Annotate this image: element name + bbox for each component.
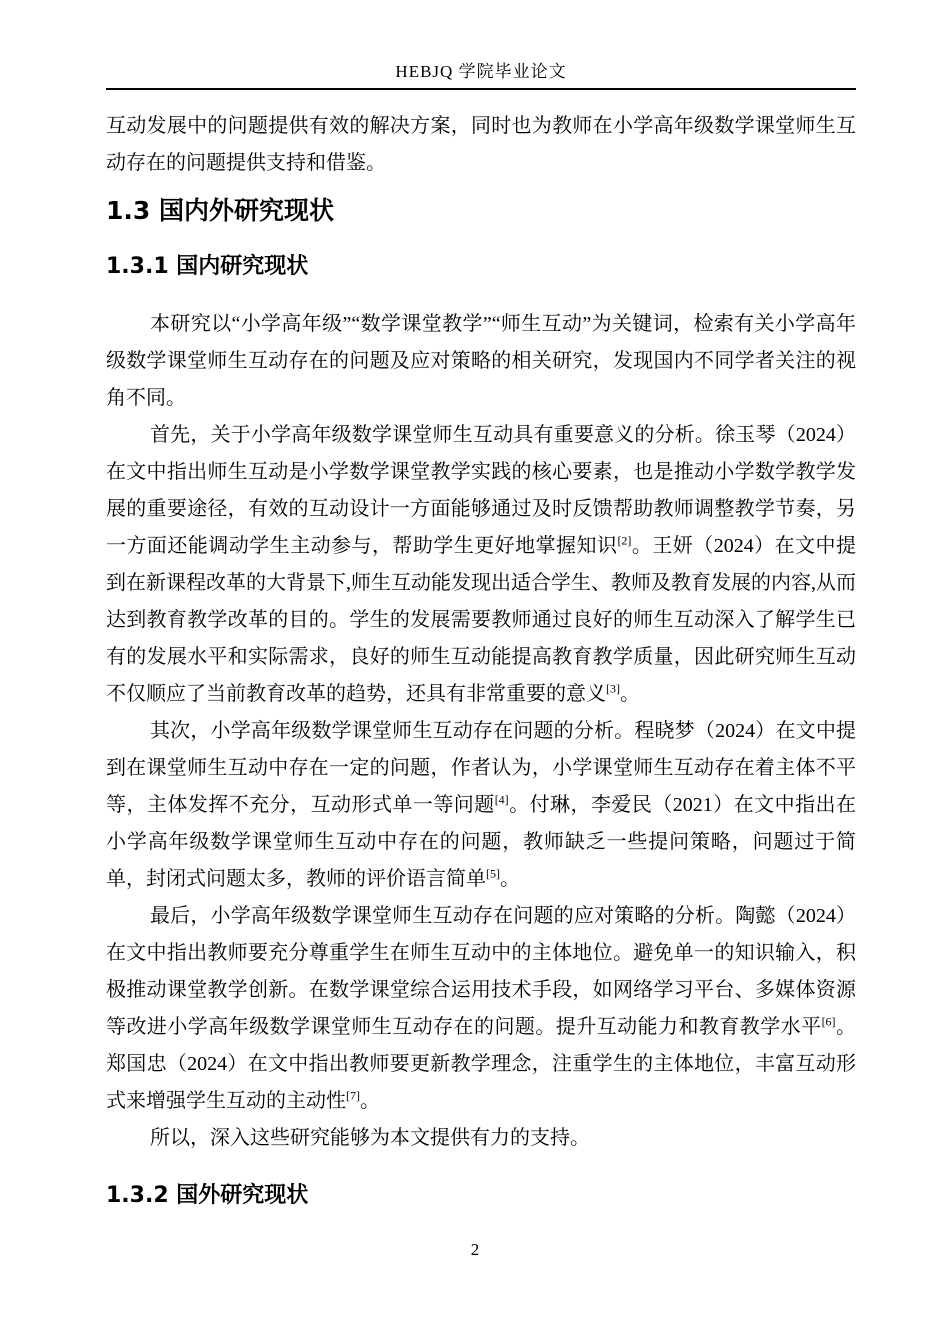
page-footer bbox=[0, 1240, 950, 1260]
text-run: 。付琳，李爱民（2021）在文中指出在小学高年级数学课堂师生互动中存在的问题，教师缺乏一些提问策略，问题过于简单，封闭式问题太多，教师的评价语言简单 bbox=[106, 794, 857, 890]
page-header bbox=[106, 0, 856, 90]
citation-superscript: [4] bbox=[494, 792, 509, 807]
text-run: 最后，小学高年级数学课堂师生互动存在问题的应对策略的分析。陶懿（2024）在文中指出教师要充分尊重学生在师生互动中的主体地位。避免单一的知识输入，积极推动课堂教学创新。在数学课堂综合运用技术手段，如网络学习平台、多媒体资源等改进小学高年级数学课堂师生互动存在的问题。提升互动能力和教育教学水平 bbox=[106, 905, 856, 1038]
text-run: 所以，深入这些研究能够为本文提供有力的支持。 bbox=[150, 1127, 590, 1149]
citation-superscript: [2] bbox=[617, 533, 632, 548]
subsection-heading: 1.3.2 国外研究现状 bbox=[106, 1183, 309, 1208]
section-heading: 1.3 国内外研究现状 bbox=[106, 196, 334, 225]
text-run: 其次，小学高年级数学课堂师生互动存在问题的分析。程晓梦（2024）在文中提到在课堂师生互动中存在一定的问题，作者认为，小学课堂师生互动存在着主体不平等，主体发挥不充分，互动形式单一等问题 bbox=[106, 720, 856, 816]
header-title: HEBJQ 学院毕业论文 bbox=[395, 62, 567, 81]
paragraph bbox=[106, 713, 856, 898]
text-run: 。 bbox=[620, 683, 640, 705]
paragraph bbox=[106, 417, 856, 713]
citation-superscript: [5] bbox=[486, 866, 500, 881]
citation-superscript: [6] bbox=[821, 1014, 836, 1029]
document-body bbox=[106, 91, 856, 1235]
citation-superscript: [3] bbox=[606, 681, 620, 696]
text-run: 互动发展中的问题提供有效的解决方案，同时也为教师在小学高年级数学课堂师生互动存在的问题提供支持和借鉴。 bbox=[106, 115, 856, 174]
subsection-heading: 1.3.1 国内研究现状 bbox=[106, 254, 309, 279]
citation-superscript: [7] bbox=[346, 1088, 360, 1103]
paragraph bbox=[106, 108, 856, 182]
text-run: 。郑国忠（2024）在文中指出教师要更新教学理念，注重学生的主体地位，丰富互动形式来增强学生互动的主动性 bbox=[106, 1016, 857, 1112]
paragraph bbox=[106, 898, 856, 1120]
paragraph bbox=[106, 1120, 856, 1157]
text-run: 。 bbox=[360, 1090, 380, 1112]
paragraph bbox=[106, 306, 856, 417]
text-run: 首先，关于小学高年级数学课堂师生互动具有重要意义的分析。徐玉琴（2024）在文中指出师生互动是小学数学课堂教学实践的核心要素，也是推动小学数学教学发展的重要途径，有效的互动设计一方面能够通过及时反馈帮助教师调整教学节奏，另一方面还能调动学生主动参与，帮助学生更好地掌握知识 bbox=[106, 424, 856, 557]
text-run: 本研究以“小学高年级”“数学课堂教学”“师生互动”为关键词，检索有关小学高年级数学课堂师生互动存在的问题及应对策略的相关研究，发现国内不同学者关注的视角不同。 bbox=[106, 313, 856, 409]
page-number: 2 bbox=[470, 1240, 480, 1259]
text-run: 。王妍（2024）在文中提到在新课程改革的大背景下,师生互动能发现出适合学生、教师及教育发展的内容,从而达到教育教学改革的目的。学生的发展需要教师通过良好的师生互动深入了解学生已有的发展水平和实际需求，良好的师生互动能提高教育教学质量，因此研究师生互动不仅顺应了当前教育改革的趋势，还具有非常重要的意义 bbox=[106, 535, 857, 705]
text-run: 。 bbox=[500, 868, 520, 890]
